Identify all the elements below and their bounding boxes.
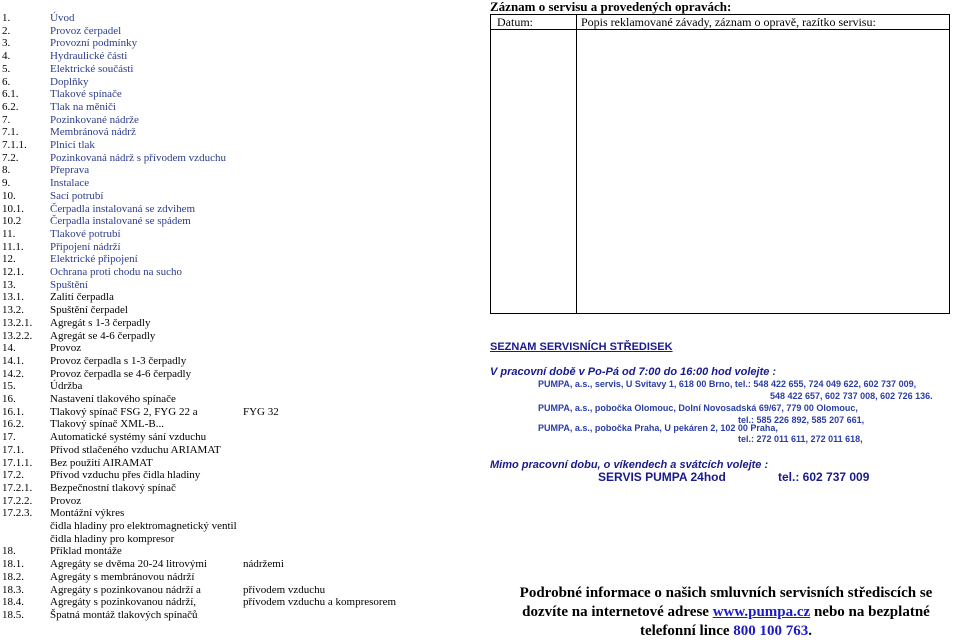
toc-title: Provoz čerpadla se 4-6 čerpadly: [50, 367, 192, 380]
toc-number: 17.1.: [2, 443, 24, 456]
toc-title: čidla hladiny pro kompresor: [50, 532, 175, 545]
table-of-contents: [0, 0, 470, 640]
toc-title-continuation: FYG 32: [243, 405, 279, 418]
toc-number: 14.: [2, 342, 16, 355]
toc-title: Hydraulické části: [50, 50, 128, 63]
service-record-title: Záznam o servisu a provedených opravách:: [490, 0, 732, 14]
toc-number: 12.1.: [2, 266, 24, 278]
toc-number: 18.1.: [2, 558, 24, 571]
info-paragraph: [492, 584, 960, 641]
toc-number: 6.1.: [2, 88, 19, 101]
toc-title: Plnicí tlak: [50, 139, 95, 151]
toc-number: 10.: [2, 189, 16, 202]
website-link[interactable]: www.pumpa.cz: [712, 604, 811, 620]
toc-title: Tlakový spínač FSG 2, FYG 22 a: [50, 405, 198, 418]
center-brno-line2: 548 422 657, 602 737 008, 602 726 136.: [770, 391, 933, 401]
toc-title: Agregát se 4-6 čerpadly: [50, 329, 156, 342]
toc-title: čidla hladiny pro: [50, 520, 125, 532]
toc-title: Údržba: [50, 380, 83, 393]
toc-number: 4.: [2, 50, 11, 63]
center-olomouc-line1: PUMPA, a.s., pobočka Olomouc, Dolní Novosadská 69/67, 779 00 Olomouc,: [538, 403, 858, 413]
free-phone-number[interactable]: 800 100 763: [733, 623, 809, 639]
toc-title: Spuštění: [50, 278, 88, 291]
toc-number: 17.2.2.: [2, 494, 33, 507]
toc-title: Membránová nádrž: [50, 126, 136, 139]
info-line3: [492, 622, 960, 641]
toc-title: Elektrické připojení: [50, 253, 138, 266]
center-olomouc-line2: tel.: 585 226 892, 585 207 661,: [738, 415, 865, 425]
toc-number: 17.2.3.: [2, 507, 33, 520]
toc-number: 18.5.: [2, 608, 24, 621]
service-centers-title: SEZNAM SERVISNÍCH STŘEDISEK: [490, 341, 673, 353]
toc-title: Ochrana proti chodu na sucho: [50, 266, 182, 278]
toc-title-continuation: nádržemi: [243, 558, 284, 571]
info-line1: Podrobné informace o našich smluvních servisních střediscích se: [519, 585, 933, 601]
toc-title: Agregáty s pozinkovanou nádrží,: [50, 596, 197, 609]
toc-number: 18.2.: [2, 570, 24, 583]
after-hours-text: Mimo pracovní dobu, o víkendech a svátcích volejte :: [490, 459, 769, 471]
toc-number: 7.: [2, 113, 11, 126]
toc-title: Bezpečnostní tlakový spínač: [50, 481, 176, 494]
toc-title: Příklad montáže: [50, 545, 122, 558]
toc-title: Agregáty se dvěma 20-24 litrovými: [50, 558, 208, 571]
service-panel: [488, 0, 960, 640]
info-line2: [492, 603, 960, 622]
toc-title: Tlakový spínač XML-B...: [50, 418, 164, 431]
toc-number: 18.3.: [2, 583, 24, 596]
toc-number: 11.: [2, 227, 16, 240]
toc-title: Pozinkované nádrže: [50, 113, 139, 126]
center-praha-line1: PUMPA, a.s., pobočka Praha, U pekáren 2, 102 00 Praha,: [538, 423, 778, 433]
toc-title: Úvod: [50, 12, 75, 24]
toc-title-continuation: přívodem vzduchu: [243, 583, 326, 596]
toc-number: 11.1.: [2, 240, 24, 253]
toc-title: Doplňky: [50, 75, 89, 88]
toc-number: 13.: [2, 278, 16, 291]
toc-title: Automatické systémy sání vzduchu: [50, 431, 207, 444]
toc-number: 1.: [2, 12, 11, 24]
toc-number: 13.2.1.: [2, 316, 33, 329]
info-line2-text: dozvíte na internetové adrese: [522, 604, 713, 620]
toc-title: Připojení nádrží: [50, 240, 121, 253]
toc-number: 13.1.: [2, 291, 24, 304]
toc-number: 10.1.: [2, 202, 24, 215]
toc-title: Bez použití AIRAMAT: [50, 456, 153, 469]
toc-number: 7.1.1.: [2, 139, 27, 151]
toc-title: Elektrické součásti: [50, 62, 134, 75]
toc-number: 16.1.: [2, 405, 24, 418]
toc-title: Čerpadla instalovaná se zdvihem: [50, 202, 196, 215]
toc-number: 3.: [2, 37, 11, 50]
toc-title: Tlak na měniči: [50, 100, 116, 113]
center-praha-line2: tel.: 272 011 611, 272 011 618,: [738, 434, 863, 444]
date-column-header: Datum:: [491, 15, 577, 30]
toc-title: Provoz: [50, 342, 82, 355]
toc-title: Nastavení tlakového spínače: [50, 393, 176, 405]
toc-title: Spuštění čerpadel: [50, 304, 128, 317]
toc-number: 14.2.: [2, 367, 24, 380]
toc-title: Přívod vzduchu přes čidla hladiny: [50, 469, 201, 482]
working-hours-text: V pracovní době v Po-Pá od 7:00 do 16:00 hod volejte :: [490, 366, 777, 378]
toc-number: 16.2.: [2, 418, 24, 431]
center-brno-line1: PUMPA, a.s., servis, U Svitavy 1, 618 00 Brno, tel.: 548 422 655, 724 049 622, 602 737 009,: [538, 379, 917, 389]
toc-number: 17.: [2, 431, 16, 444]
toc-title: Provoz čerpadla s 1-3 čerpadly: [50, 354, 187, 367]
toc-title: Montážní výkres: [50, 507, 125, 520]
toc-title: Špatná montáž tlakových spínačů: [50, 608, 198, 621]
toc-title: Instalace: [50, 177, 90, 190]
toc-number: 13.2.: [2, 304, 24, 317]
toc-title: Tlakové potrubí: [50, 227, 121, 240]
toc-number: 17.1.1.: [2, 456, 33, 469]
servis-24h-label: SERVIS PUMPA 24hod: [598, 470, 726, 484]
toc-title: Agregát s 1-3 čerpadly: [50, 316, 151, 329]
toc-number: 18.: [2, 545, 16, 558]
toc-number: 13.2.2.: [2, 329, 33, 342]
toc-number: 8.: [2, 164, 11, 177]
toc-title: Přeprava: [50, 164, 90, 177]
toc-title: Sací potrubí: [50, 189, 104, 202]
toc-number: 15.: [2, 380, 16, 393]
toc-number: 17.2.1.: [2, 481, 33, 494]
info-line3-text: telefonní lince: [639, 623, 734, 639]
toc-title: Provozní podmínky: [50, 37, 138, 50]
toc-title: Provoz: [50, 494, 82, 507]
description-column-header: Popis reklamované závady, záznam o opravě, razítko servisu:: [577, 15, 949, 30]
toc-number: 14.1.: [2, 354, 24, 367]
toc-title: Čerpadla instalované se spádem: [50, 215, 191, 228]
toc-number: 10.2: [2, 215, 22, 228]
servis-24h-phone: tel.: 602 737 009: [778, 470, 870, 484]
toc-number: 18.4.: [2, 596, 24, 609]
toc-title-continuation: elektromagnetický ventil: [127, 520, 237, 532]
toc-number: 16.: [2, 393, 16, 405]
toc-number: 17.2.: [2, 469, 24, 482]
toc-title: Pozinkovaná nádrž s přívodem vzduchu: [50, 151, 226, 164]
toc-number: 7.1.: [2, 126, 19, 139]
toc-title: Agregáty s pozinkovanou nádrží a: [50, 583, 201, 596]
toc-number: 9.: [2, 177, 11, 190]
toc-number: 6.2.: [2, 100, 19, 113]
column-divider: [576, 30, 577, 313]
toc-number: 2.: [2, 24, 11, 37]
info-line2-tail: nebo na bezplatné: [810, 604, 930, 620]
toc-number: 7.2.: [2, 151, 19, 164]
toc-title: Tlakové spínače: [50, 88, 122, 101]
toc-title-continuation: přívodem vzduchu a kompresorem: [243, 596, 397, 609]
service-record-table: [490, 14, 950, 314]
toc-title: Agregáty s membránovou nádrží: [50, 570, 195, 583]
toc-title: Zalití čerpadla: [50, 291, 114, 304]
toc-number: 6.: [2, 75, 11, 88]
toc-title: Přívod stlačeného vzduchu ARIAMAT: [50, 443, 221, 456]
toc-title: Provoz čerpadel: [50, 24, 122, 37]
info-line3-tail: .: [808, 623, 813, 639]
toc-number: 12.: [2, 253, 16, 266]
toc-number: 5.: [2, 62, 11, 75]
